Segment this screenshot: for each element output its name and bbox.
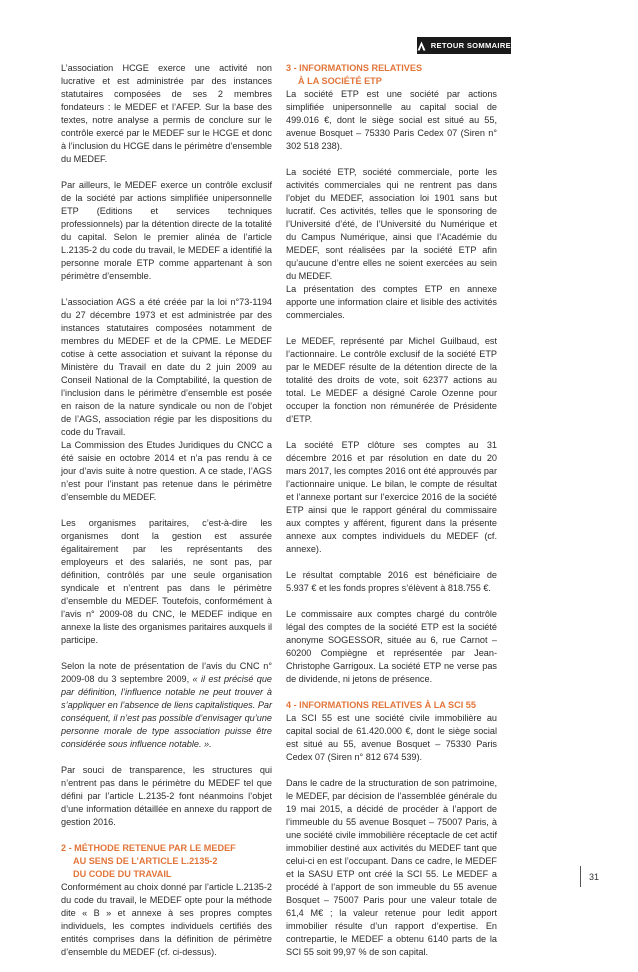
paragraph-sci55-structuration: Dans le cadre de la structuration de son patrimoine, le MEDEF, par décision de l’assemblée générale du 19 mai 2015, a décidé de procéder à l’apport de l’immeuble du 55 avenue Bosquet – 75007 Paris, à une société civile immobilière réceptacle de cet actif immobilier destiné aux activités du MEDEF tant que celui-ci en est l’occupant. Dans ce cadre, le MEDEF et la SASU ETP ont créé la SCI 55. Le MEDEF a procédé à l’apport de son immeuble du 55 avenue Bosquet – 75007 Paris pour une valeur totale de 61,4 M€ ; la valeur retenue pour ledit apport immobilier résulte d’un rapport d’expertise. En contrepartie, le MEDEF a obtenu 6140 parts de la SCI 55 soit 99,97 % de son capital. bbox=[286, 778, 497, 957]
left-column bbox=[61, 62, 272, 972]
cnc-note-quote: « il est précisé que par définition, l’influence notable ne peut trouver à s’appliquer en l’absence de liens capitalistiques. Par conséquent, il n’est pas possible d’envisager qu’une personne morale de type association puisse être considérée sous influence notable. ». bbox=[61, 674, 273, 749]
paragraph-cncc: La Commission des Etudes Juridiques du CNCC a été saisie en octobre 2014 et n’a pas rendu à ce jour d’avis suite à notre question. A ce stade, l’AGS n’est pour l’instant pas retenue dans le périmètre d’ensemble du MEDEF. bbox=[61, 440, 272, 502]
paragraph-commissaire: Le commissaire aux comptes chargé du contrôle légal des comptes de la société ETP est la société anonyme SOGESSOR, située au 6, rue Carnot – 60200 Compiègne et représentée par Jean-Christophe Garrigoux. La société ETP ne verse pas de dividende, ni jetons de présence. bbox=[286, 609, 497, 684]
right-column bbox=[286, 62, 497, 972]
paragraph-ags: L’association AGS a été créée par la loi n°73-1194 du 27 décembre 1973 et est administrée par des instances statutaires composées notamment de membres du MEDEF et de la CPME. Le MEDEF cotise à cette association et suivant la réponse du Ministère du Travail en date du 2 juin 2009 au Conseil National de la Comptabilité, la question de l’inclusion dans le périmètre d’ensemble est posée en raison de la nature syndicale ou non de l’objet de l’AGS, association régie par les dispositions du code du Travail. bbox=[61, 297, 272, 437]
paragraph-resultat: Le résultat comptable 2016 est bénéficiaire de 5.937 € et les fonds propres s’élèvent à 818.755 €. bbox=[286, 570, 497, 593]
paragraph-paritaires: Les organismes paritaires, c’est-à-dire les organismes dont la gestion est assurée égalitairement par les représentants des employeurs et des salariés, ne sont pas, par définition, contrôlés par une seule organisation syndicale et n’entrent pas dans le périmètre d’ensemble du MEDEF. Toutefois, conformément à l’avis n° 2009-08 du CNC, le MEDEF indique en annexe la liste des organismes paritaires auxquels il participe. bbox=[61, 518, 273, 645]
section-heading-2 bbox=[61, 842, 272, 881]
paragraph-methode-b: Conformément au choix donné par l’article L.2135-2 du code du travail, le MEDEF opte pour la méthode dite « B » et annexe à ses propres comptes individuels, les comptes individuels certifiés des entités comprises dans la définition de périmètre d’ensemble du MEDEF (cf. ci-dessus). bbox=[61, 882, 272, 957]
paragraph-cnc-note bbox=[61, 660, 272, 751]
section-heading-2-line1: 2 - MÉTHODE RETENUE PAR LE MEDEF bbox=[61, 843, 236, 853]
section-heading-3 bbox=[286, 62, 497, 88]
paragraph-etp-activites: La société ETP, société commerciale, porte les activités commerciales qui ne rentrent pas dans l’objet du MEDEF, association loi 1901 sans but lucratif. Ces activités, telles que le sponsoring de l’Université d’été, de l’Université du Numérique et du Campus Numérique, ainsi que l’Académie du MEDEF, sont réalisées par la société ETP afin qu’aucune d’entre elles ne soient exercées au sein du MEDEF. bbox=[286, 167, 497, 281]
section-heading-2-line3: DU CODE DU TRAVAIL bbox=[73, 869, 172, 879]
cnc-note-intro: Selon la note de présentation de l’avis du CNC n° 2009-08 du 3 septembre 2009, bbox=[61, 661, 272, 684]
caret-up-icon bbox=[417, 37, 427, 54]
paragraph-actionnaire: Le MEDEF, représenté par Michel Guilbaud, est l’actionnaire. Le contrôle exclusif de la société ETP par le MEDEF résulte de la détention directe de la totalité des droits de vote, soit 62377 actions au total. Le MEDEF a désigné Carole Ozenne pour occuper la fonction non rémunérée de Présidente d’ETP. bbox=[286, 336, 497, 424]
paragraph-etp-capital: La société ETP est une société par actions simplifiée unipersonnelle au capital social de 499.016 €, dont le siège social est situé au 55, avenue Bosquet – 75330 Paris Cedex 07 (Siren n° 302 518 238). bbox=[286, 89, 497, 151]
paragraph-cloture: La société ETP clôture ses comptes au 31 décembre 2016 et par résolution en date du 20 mars 2017, les comptes 2016 ont été approuvés par l’actionnaire unique. Le bilan, le compte de résultat et l’annexe portant sur l’exercice 2016 de la société ETP ainsi que le rapport général du commissaire aux comptes y afférent, figurent dans la présente annexe aux comptes individuels du MEDEF (cf. annexe). bbox=[286, 440, 498, 554]
section-heading-2-line2: AU SENS DE L’ARTICLE L.2135-2 bbox=[73, 856, 218, 866]
paragraph-etp-control: Par ailleurs, le MEDEF exerce un contrôle exclusif de la société par actions simplifiée unipersonnelle ETP (Editions et services techniques professionnels) par la détention directe de la totalité du capital. Selon le premier alinéa de l’article L.2135-2 du code du travail, le MEDEF a identifié la personne morale ETP comme appartenant à son périmètre d’ensemble. bbox=[61, 180, 272, 281]
section-heading-4: 4 - INFORMATIONS RELATIVES À LA SCI 55 bbox=[286, 700, 476, 710]
paragraph-hcge: L’association HCGE exerce une activité non lucrative et est administrée par des instances statutaires composées de ses 2 membres fondateurs : le MEDEF et l’AFEP. Sur la base des textes, notre analyse a permis de conclure sur le contrôle exercé par le MEDEF sur le HCGE et donc à l’inclusion du HCGE dans le périmètre d’ensemble du MEDEF. bbox=[61, 63, 272, 164]
retour-sommaire-label: RETOUR SOMMAIRE bbox=[430, 41, 511, 50]
paragraph-etp-presentation: La présentation des comptes ETP en annexe apporte une information claire et lisible des activités commerciales. bbox=[286, 284, 497, 320]
page-number: 31 bbox=[580, 866, 599, 887]
retour-sommaire-button[interactable] bbox=[417, 37, 511, 54]
paragraph-transparence: Par souci de transparence, les structures qui n’entrent pas dans le périmètre du MEDEF tel que défini par l’article L.2135-2 font néanmoins l’objet d’une information détaillée en annexe du rapport de gestion 2016. bbox=[61, 765, 272, 827]
paragraph-sci55-capital: La SCI 55 est une société civile immobilière au capital social de 61.420.000 €, dont le siège social est situé au 55, avenue Bosquet – 75330 Paris Cedex 07 (Siren n° 812 674 539). bbox=[286, 713, 497, 762]
section-heading-3-line2: À LA SOCIÉTÉ ETP bbox=[298, 76, 382, 86]
section-heading-3-line1: 3 - INFORMATIONS RELATIVES bbox=[286, 63, 423, 73]
